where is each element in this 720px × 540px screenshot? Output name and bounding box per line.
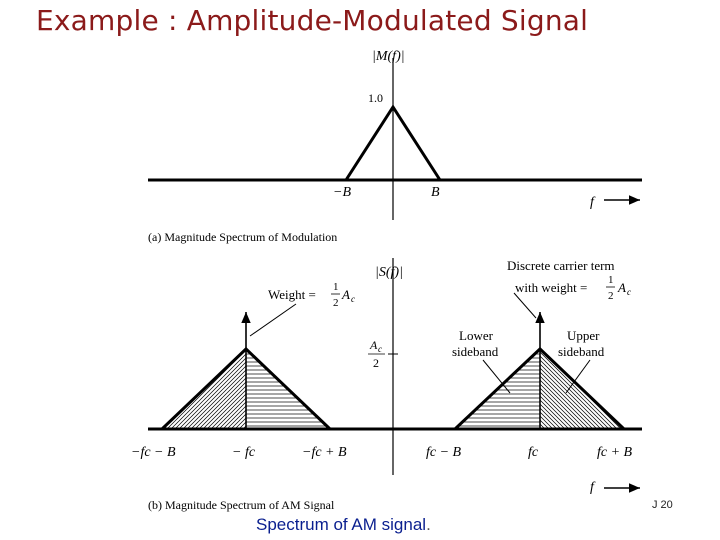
tick-fc-plus-b: fc + B [597,445,633,460]
weight-left-num: 1 [333,281,339,293]
carrier-line-2-prefix: with weight = [515,280,588,295]
carrier-leader-line [514,293,536,318]
lower-sideband-line-2: sideband [452,344,499,359]
modulation-spectrum-plot [148,49,642,244]
slide-title: Example : Amplitude-Modulated Signal [36,4,589,37]
ac-half-num-sub: c [378,344,382,354]
slide-caption-text: Spectrum of AM signal [256,515,427,534]
tick-neg-fc: − fc [232,445,256,460]
slide-caption-period: . [426,515,431,534]
tick-fc: fc [528,445,539,460]
top-y-label: |M(f)| [372,49,405,64]
tick-neg-fc-plus-b: −fc + B [302,445,347,460]
carrier-sym: A [618,280,626,295]
ac-half-den: 2 [373,356,379,370]
top-neg-b-label: −B [333,185,351,200]
bottom-subcaption: (b) Magnitude Spectrum of AM Signal [148,498,335,512]
weight-leader-line [250,304,296,336]
carrier-line-1: Discrete carrier term [507,258,615,273]
am-signal-spectrum-plot [131,258,642,512]
bottom-f-label: f [590,480,594,495]
lower-sideband-line-1: Lower [459,328,493,343]
bottom-y-label: |S(f)| [375,265,403,280]
top-f-label: f [590,195,594,210]
weight-left-den: 2 [333,297,339,309]
carrier-den: 2 [608,290,614,302]
upper-sideband-line-2: sideband [558,344,605,359]
weight-left-sym: A [342,287,350,302]
tick-fc-minus-b: fc − B [426,445,462,460]
weight-left-prefix: Weight = [268,287,316,302]
top-peak-label: 1.0 [368,91,383,105]
weight-left-sub: c [351,294,355,304]
tick-neg-fc-minus-b: −fc − B [131,445,176,460]
top-subcaption: (a) Magnitude Spectrum of Modulation [148,230,338,244]
top-b-label: B [431,185,440,200]
carrier-sub: c [627,287,631,297]
ac-half-num-sym: A [370,338,378,352]
upper-sideband-line-1: Upper [567,328,600,343]
carrier-num: 1 [608,274,614,286]
page-number: J 20 [652,499,673,511]
slide-caption [256,515,431,535]
